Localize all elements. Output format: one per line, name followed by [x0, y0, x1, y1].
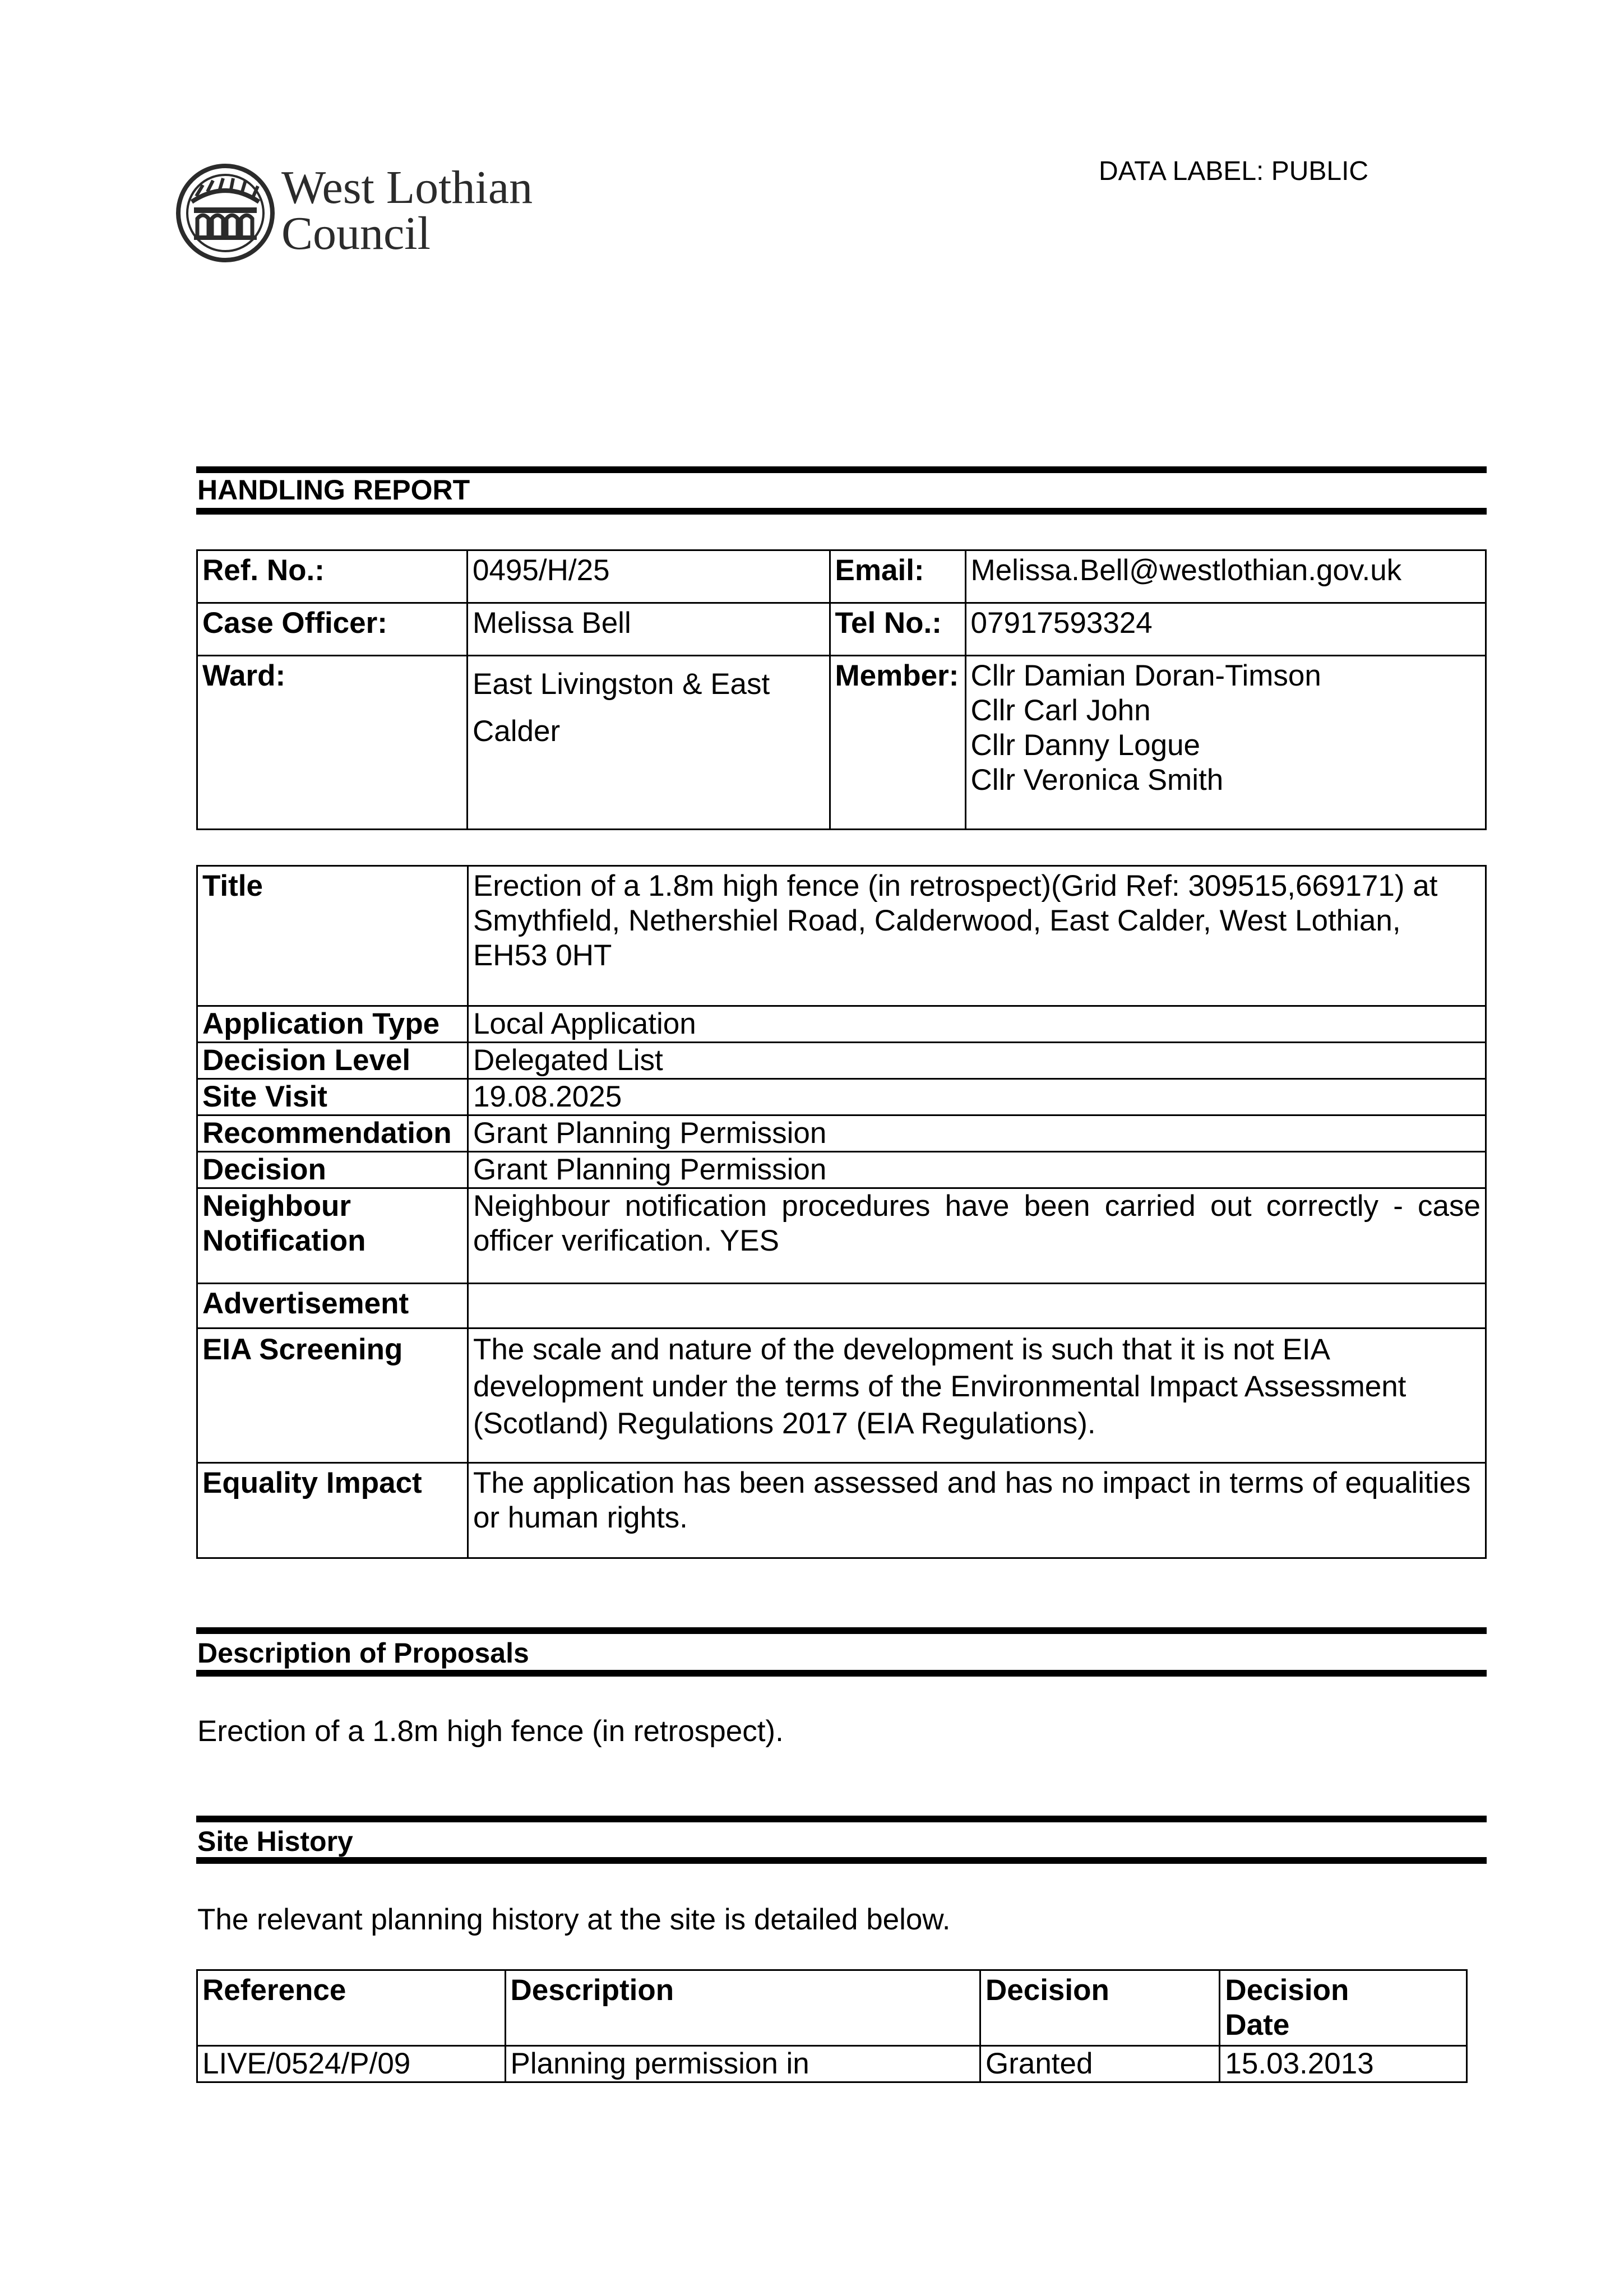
ref-label: Ref. No.: [197, 550, 468, 603]
neighbour-label [197, 1188, 468, 1284]
logo-text-line1: West Lothian [281, 161, 533, 214]
history-heading: Site History [197, 1826, 353, 1857]
app-row-recommendation [197, 1115, 1486, 1152]
type-label: Application Type [197, 1006, 468, 1043]
decision-value: Grant Planning Permission [468, 1152, 1486, 1188]
app-row-neighbour [197, 1188, 1486, 1284]
email-label: Email: [830, 550, 965, 603]
title-value: Erection of a 1.8m high fence (in retrospect)(Grid Ref: 309515,669171) at Smythfield, Nethershiel Road, Calderwood, East Calder, West Lothian, EH53 0HT [468, 866, 1486, 1006]
neighbour-label-line2: Notification [202, 1224, 366, 1257]
history-col-reference: Reference [197, 1970, 506, 2046]
application-table [196, 865, 1487, 1559]
app-row-eia [197, 1328, 1486, 1463]
title-label: Title [197, 866, 468, 1006]
decision-label: Decision [197, 1152, 468, 1188]
section-rule [196, 1816, 1487, 1822]
member-label: Member: [830, 656, 965, 830]
level-label: Decision Level [197, 1043, 468, 1079]
council-crest-icon [175, 163, 276, 263]
officer-label: Case Officer: [197, 603, 468, 656]
section-rule [196, 1627, 1487, 1634]
section-rule [196, 466, 1487, 473]
equality-label: Equality Impact [197, 1463, 468, 1558]
member-item: Cllr Danny Logue [970, 729, 1201, 762]
proposals-text: Erection of a 1.8m high fence (in retrospect). [197, 1715, 784, 1748]
eia-label: EIA Screening [197, 1328, 468, 1463]
council-logo [175, 160, 556, 267]
email-value: Melissa.Bell@westlothian.gov.uk [965, 550, 1486, 603]
member-list [965, 656, 1486, 830]
advertisement-value [468, 1284, 1486, 1328]
history-cell-date: 15.03.2013 [1220, 2046, 1467, 2082]
history-cell-description: Planning permission in [505, 2046, 980, 2082]
recommendation-value: Grant Planning Permission [468, 1115, 1486, 1152]
visit-label: Site Visit [197, 1079, 468, 1115]
history-cell-decision: Granted [980, 2046, 1219, 2082]
ward-value [467, 656, 830, 830]
advertisement-label: Advertisement [197, 1284, 468, 1328]
tel-label: Tel No.: [830, 603, 965, 656]
history-intro: The relevant planning history at the site is detailed below. [197, 1903, 951, 1936]
report-title: HANDLING REPORT [197, 474, 470, 506]
equality-value: The application has been assessed and has no impact in terms of equalities or human rights. [468, 1463, 1486, 1558]
history-col-decision: Decision [980, 1970, 1219, 2046]
app-row-visit [197, 1079, 1486, 1115]
neighbour-value: Neighbour notification procedures have been carried out correctly - case officer verification. YES [468, 1188, 1486, 1284]
details-row-ward [197, 656, 1486, 830]
ward-value-line2: Calder [472, 715, 561, 748]
ref-value: 0495/H/25 [467, 550, 830, 603]
table-row [197, 2046, 1467, 2082]
app-row-advertisement [197, 1284, 1486, 1328]
data-label: DATA LABEL: PUBLIC [1099, 156, 1369, 186]
app-row-equality [197, 1463, 1486, 1558]
section-rule [196, 508, 1487, 515]
section-rule [196, 1857, 1487, 1864]
tel-value: 07917593324 [965, 603, 1486, 656]
level-value: Delegated List [468, 1043, 1486, 1079]
ward-value-line1: East Livingston & East [472, 668, 770, 701]
history-col-decision-date [1220, 1970, 1467, 2046]
history-header-row [197, 1970, 1467, 2046]
ward-label: Ward: [197, 656, 468, 830]
type-value: Local Application [468, 1006, 1486, 1043]
member-item: Cllr Carl John [970, 694, 1151, 727]
neighbour-label-line1: Neighbour [202, 1189, 351, 1223]
history-table [196, 1969, 1468, 2083]
member-item: Cllr Veronica Smith [970, 763, 1224, 797]
app-row-title [197, 866, 1486, 1006]
section-rule [196, 1670, 1487, 1677]
details-row-ref [197, 550, 1486, 603]
logo-wordmark [281, 161, 533, 260]
app-row-type [197, 1006, 1486, 1043]
decision-date-line2: Date [1225, 2008, 1290, 2042]
app-row-level [197, 1043, 1486, 1079]
proposals-heading: Description of Proposals [197, 1637, 529, 1669]
history-cell-reference: LIVE/0524/P/09 [197, 2046, 506, 2082]
officer-value: Melissa Bell [467, 603, 830, 656]
eia-value: The scale and nature of the development is such that it is not EIA development under the terms of the Environmental Impact Assessment (Scotland) Regulations 2017 (EIA Regulations). [468, 1328, 1486, 1463]
member-item: Cllr Damian Doran-Timson [970, 659, 1321, 692]
details-table [196, 549, 1487, 830]
details-row-officer [197, 603, 1486, 656]
app-row-decision [197, 1152, 1486, 1188]
history-col-description: Description [505, 1970, 980, 2046]
logo-text-line2: Council [281, 207, 431, 260]
visit-value: 19.08.2025 [468, 1079, 1486, 1115]
decision-date-line1: Decision [1225, 1974, 1349, 2007]
recommendation-label: Recommendation [197, 1115, 468, 1152]
